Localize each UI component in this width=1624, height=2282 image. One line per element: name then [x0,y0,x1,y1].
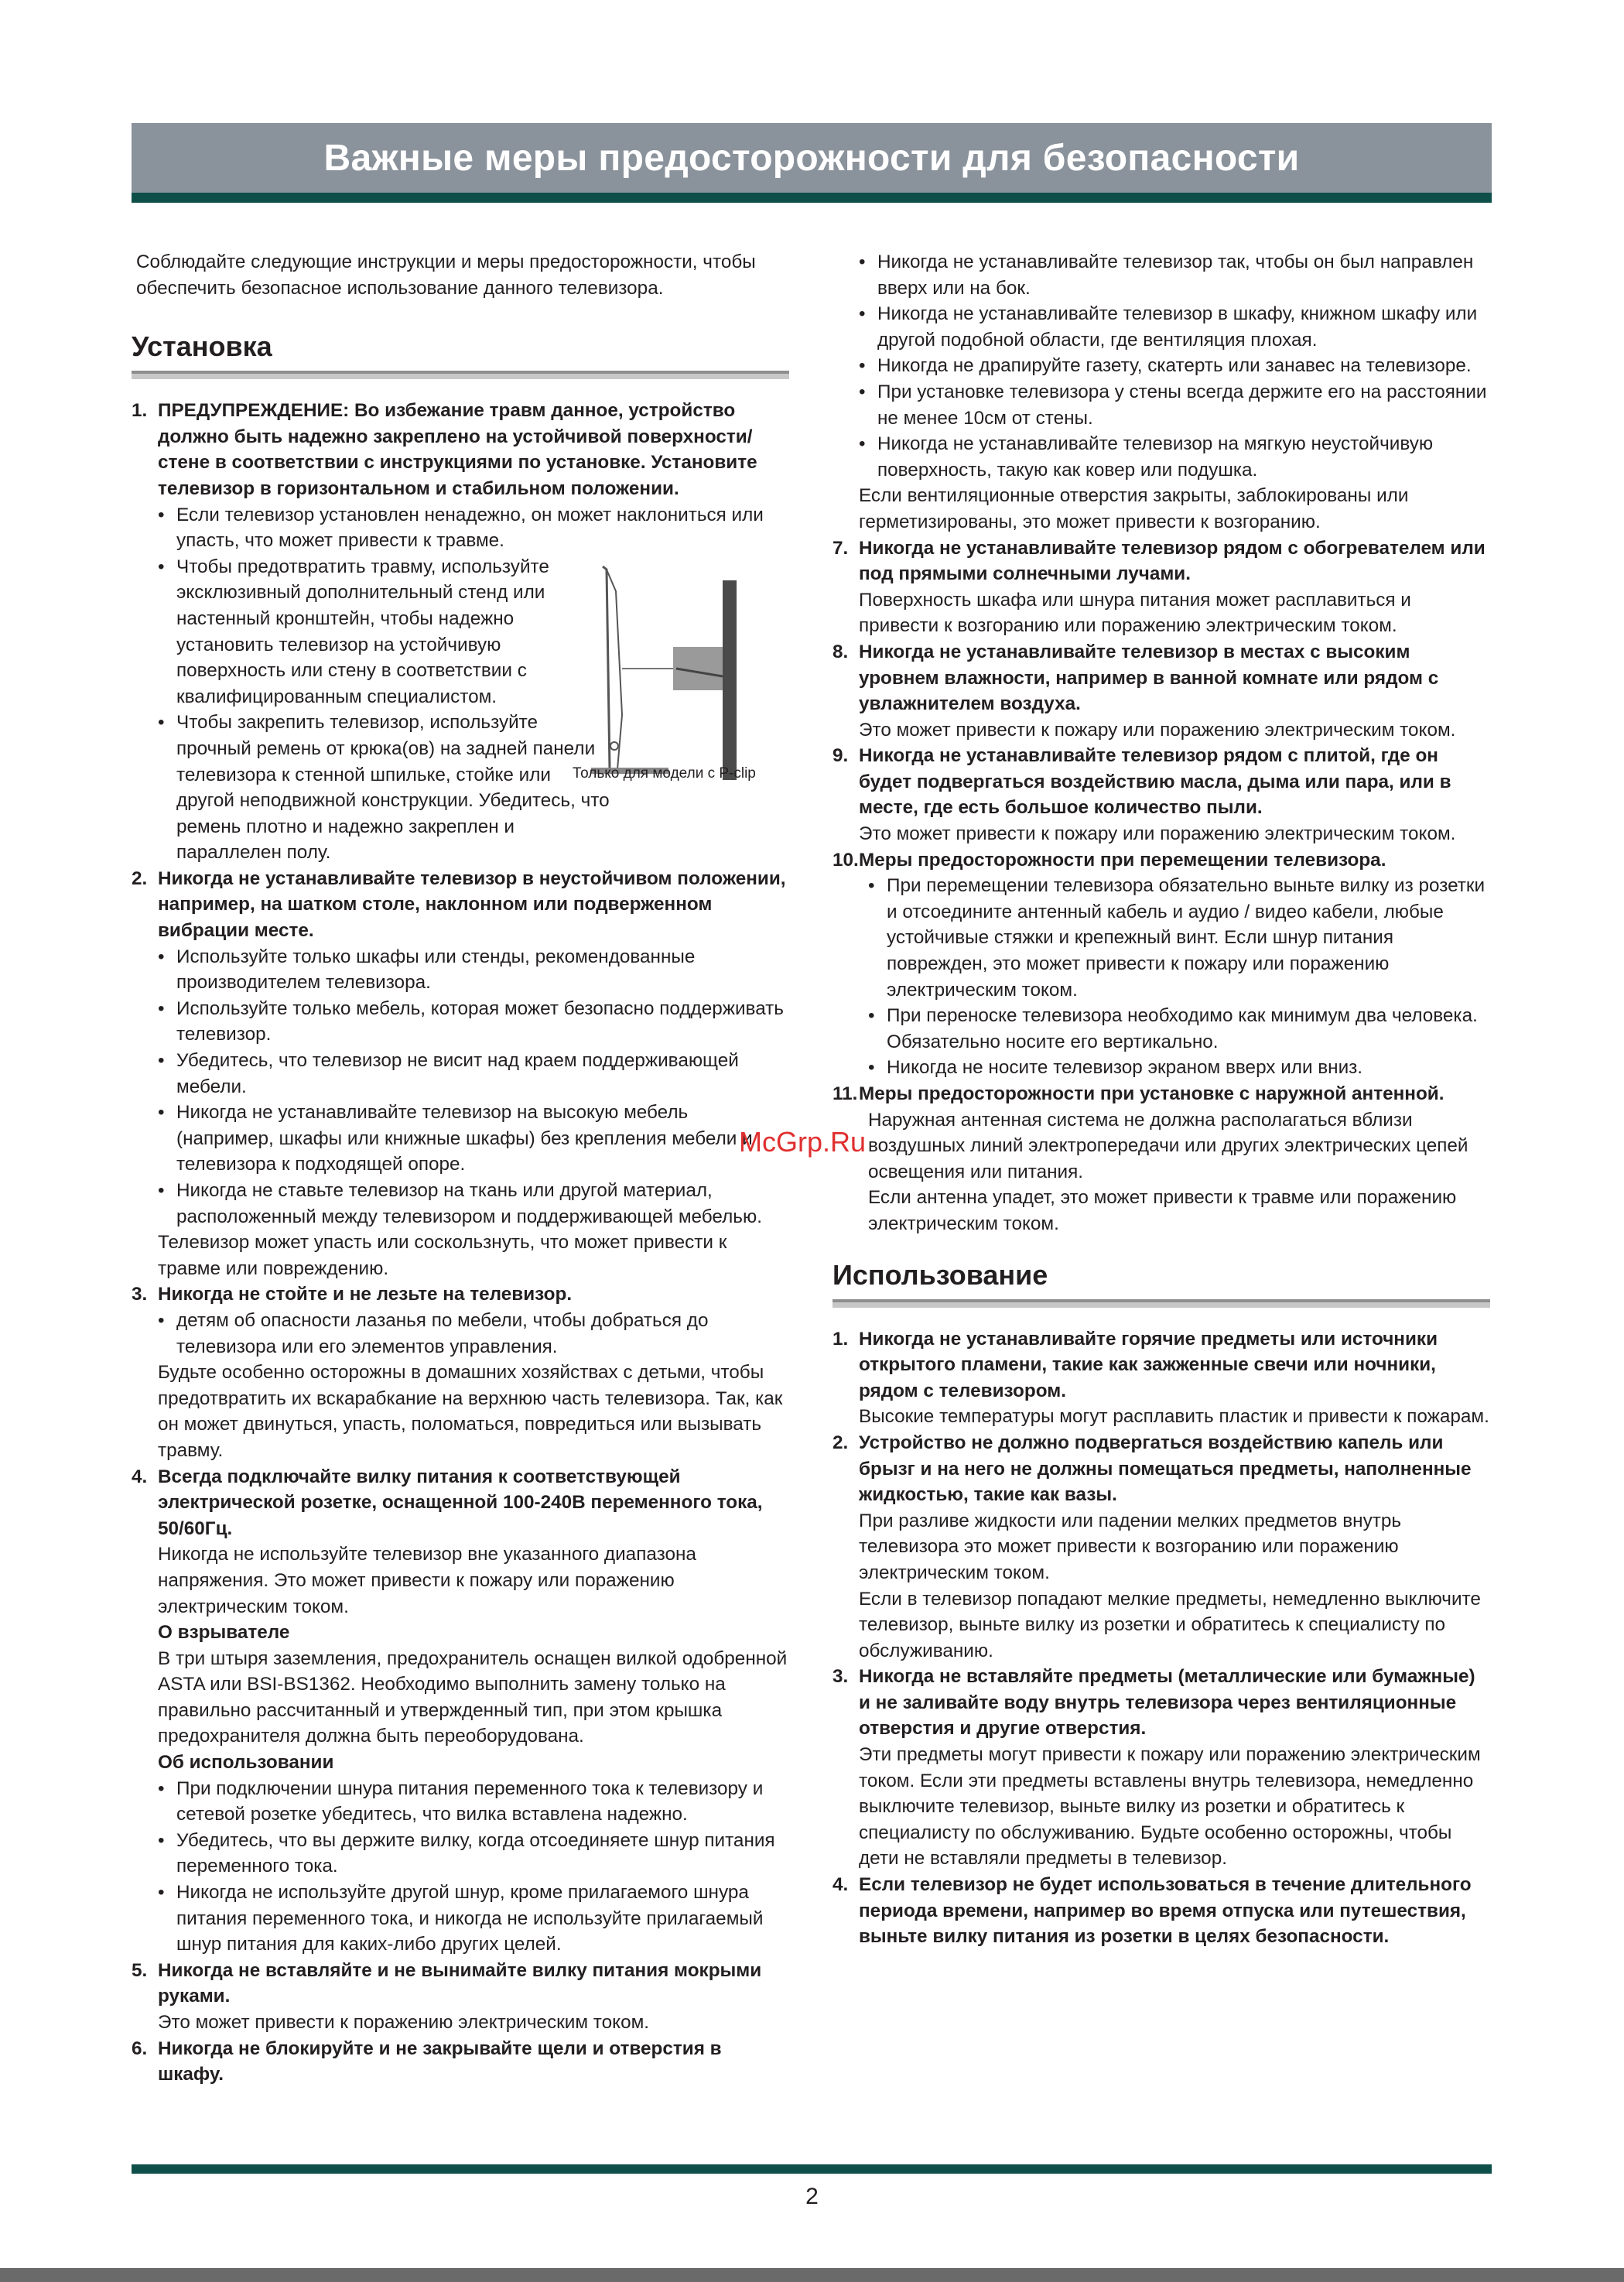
list-item: • Никогда не устанавливайте телевизор на мягкую неустойчивую поверхность, такую как ковер или подушка. [859,431,1490,483]
install-item-5 [132,1958,789,2036]
item-number: 1. [833,1328,849,1350]
item-number: 5. [132,1959,148,1981]
item-number: 7. [833,537,849,559]
intro-paragraph: Соблюдайте следующие инструкции и меры предосторожности, чтобы обеспечить безопасное использование данного телевизора. [136,251,756,299]
item-text: Телевизор может упасть или соскользнуть, что может привести к травме или повреждению. [158,1232,727,1279]
item-warning: ПРЕДУПРЕЖДЕНИЕ: Во избежание травм данное, устройство должно быть надежно закреплено на устойчивой поверхности/стене в соответствии с инструкциями по установке. Установите телевизор в горизонтальном и стабильном положении. [158,400,757,499]
list-item: • Никогда не драпируйте газету, скатерть или занавес на телевизоре. [859,353,1490,379]
subheading-usage: Об использовании [158,1752,334,1774]
list-item: • Убедитесь, что телевизор не висит над краем поддерживающей мебели. [158,1048,789,1100]
install-item-8 [833,639,1490,743]
usage-item-4 [833,1872,1490,1950]
item-text: В три штыря заземления, предохранитель оснащен вилкой одобренной ASTA или BSI-BS1362. Необходимо выполнить замену только на правильно рассчитанный и утвержденный тип, при этом крышка предохранителя должна быть переоборудована. [158,1647,788,1747]
list-item: • Никогда не устанавливайте телевизор так, чтобы он был направлен вверх или на бок. [859,249,1490,301]
tv-profile [603,566,610,769]
item-warning: Меры предосторожности при перемещении телевизора. [859,849,1386,871]
bullet-list [859,249,1490,483]
item-number: 4. [132,1466,148,1487]
section-divider [833,1299,1490,1308]
item-number: 1. [132,400,148,422]
install-item-10 [833,847,1490,1081]
list-item: • Используйте только шкафы или стенды, рекомендованные производителем телевизора. [158,944,789,996]
item-text: Это может привести к пожару или поражению электрическим током. [859,823,1456,845]
item-text: Поверхность шкафа или шнура питания может расплавиться и привести к возгоранию или поражению электрическим током. [859,589,1411,637]
item-number: 10. [833,849,859,871]
page-title: Важные меры предосторожности для безопасности [323,137,1300,179]
item-warning: Никогда не устанавливайте телевизор в неустойчивом положении, например, на шатком столе, наклонном или подверженном вибрации месте. [158,867,786,942]
item-number: 3. [132,1284,148,1305]
item-warning: Никогда не вставляйте и не вынимайте вилку питания мокрыми руками. [158,1959,762,2007]
list-item: • Если телевизор установлен ненадежно, он может наклониться или упасть, что может привести к травме. [158,502,789,554]
item-number: 2. [132,867,148,889]
list-item: • Никогда не ставьте телевизор на ткань или другой материал, расположенный между телевизором и поддерживающей мебелью. [158,1178,789,1230]
item-warning: Устройство не должно подвергаться воздействию капель или брызг и на него не должны помещаться предметы, наполненные жидкостью, такие как вазы. [859,1432,1472,1506]
item-text: Если антенна упадет, это может привести к травме или поражению электрическим током. [868,1187,1457,1234]
subheading-fuse: О взрывателе [158,1622,290,1644]
install-item-4 [132,1464,789,1958]
usage-item-2 [833,1430,1490,1664]
item-text: Если в телевизор попадают мелкие предметы, немедленно выключите телевизор, выньте вилку из розетки и обратитесь к специалисту по обслуживанию. [859,1588,1481,1661]
list-item: • детям об опасности лазанья по мебели, чтобы добраться до телевизора или его элементов управления. [158,1308,789,1360]
item-number: 4. [833,1874,849,1896]
item-number: 9. [833,745,849,767]
item-text: Это может привести к пожару или поражению электрическим током. [859,719,1456,741]
item-number: 8. [833,641,849,662]
item-text: Будьте особенно осторожны в домашних хозяйствах с детьми, чтобы предотвратить их вскарабкание на верхнюю часть телевизора. Так, как он может двинуться, упасть, поломаться, повредиться или вызывать травму. [158,1362,783,1461]
item-warning: Всегда подключайте вилку питания к соответствующей электрической розетке, оснащенной 100-240В переменного тока, 50/60Гц. [158,1466,763,1539]
list-item: • Чтобы закрепить телевизор, используйте прочный ремень от крюка(ов) на задней панели телевизора к стенной шпильке, стойке или другой неподвижной конструкции. Убедитесь, что ремень плотно и надежно закреплен и параллелен полу. [158,710,610,866]
item-number: 11. [833,1083,858,1104]
section-divider [132,371,789,379]
install-item-11 [833,1081,1490,1237]
bullet-list [158,1776,789,1958]
item-text: Если вентиляционные отверстия закрыты, заблокированы или герметизированы, это может привести к возгоранию. [859,485,1409,532]
install-item-2 [132,866,789,1282]
item-number: 2. [833,1432,849,1453]
list-item: • При подключении шнура питания переменного тока к телевизору и сетевой розетке убедитесь, что вилка вставлена надежно. [158,1776,789,1828]
list-item: • Никогда не используйте другой шнур, кроме прилагаемого шнура питания переменного тока, и никогда не используйте прилагаемый шнур питания для каких-либо других целей. [158,1880,789,1958]
section-title-usage: Использование [833,1258,1048,1291]
item-warning: Никогда не блокируйте и не закрывайте щели и отверстия в шкафу. [158,2037,722,2085]
bottom-strip [0,2268,1624,2282]
usage-item-3 [833,1664,1490,1872]
item-text: Эти предметы могут привести к пожару или поражению электрическим током. Если эти предметы вставлены внутрь телевизора, немедленно выключите телевизор, выньте вилку из розетки и обратитесь к специалисту по обслуживанию. Будьте особенно осторожны, чтобы дети не вставляли предметы в телевизор. [859,1744,1481,1870]
list-item: • При установке телевизора у стены всегда держите его на расстоянии не менее 10см от стены. [859,379,1490,431]
item-text: Никогда не используйте телевизор вне указанного диапазона напряжения. Это может привести к пожару или поражению электрическим током. [158,1544,696,1617]
item-warning: Если телевизор не будет использоваться в течение длительного периода времени, например во время отпуска или путешествия, выньте вилку питания из розетки в целях безопасности. [859,1874,1472,1948]
list-item: • Чтобы предотвратить травму, используйте эксклюзивный дополнительный стенд или настенный кронштейн, чтобы надежно установить телевизор на устойчивую поверхность или стену в соответствии с квалифицированным специалистом. [158,554,610,710]
install-item-6-continued [833,249,1490,535]
list-item: • Убедитесь, что вы держите вилку, когда отсоединяете шнур питания переменного тока. [158,1828,789,1880]
bullet-list [158,1308,789,1360]
item-text: Наружная антенная система не должна располагаться вблизи воздушных линий электропередачи или других электрических цепей освещения или питания. [868,1109,1468,1182]
figure-caption: Только для модели с P-clip [573,765,756,782]
item-warning: Никогда не устанавливайте телевизор рядом с обогревателем или под прямыми солнечными лучами. [859,537,1486,585]
item-number: 3. [833,1666,849,1688]
left-column [132,249,789,2088]
item-warning: Никогда не устанавливайте горячие предметы или источники открытого пламени, такие как зажженные свечи или ночники, рядом с телевизором. [859,1328,1438,1401]
bullet-list [859,873,1490,1081]
item-number: 6. [132,2037,148,2059]
title-bar [132,123,1492,203]
list-item: • Никогда не устанавливайте телевизор на высокую мебель (например, шкафы или книжные шкафы) без крепления мебели и телевизора к подходящей опоре. [158,1100,789,1178]
wall-stud [723,580,737,780]
watermark-text: McGrp.Ru [739,1126,867,1158]
bullet-list [158,944,789,1230]
install-item-7 [833,535,1490,639]
list-item: • При перемещении телевизора обязательно выньте вилку из розетки и отсоедините антенный кабель и аудио / видео кабели, любые устойчивые стяжки и крепежный винт. Если шнур питания поврежден, это может привести к пожару или поражению электрическим током. [868,873,1490,1003]
page-number: 2 [805,2184,819,2209]
item-warning: Никогда не стойте и не лезьте на телевизор. [158,1284,573,1305]
list-item: • При переноске телевизора необходимо как минимум два человека. Обязательно носите его вертикально. [868,1003,1490,1055]
footer-divider [132,2164,1492,2174]
right-column [833,249,1490,1950]
item-warning: Никогда не устанавливайте телевизор в местах с высоким уровнем влажности, например в ванной комнате или рядом с увлажнителем воздуха. [859,641,1439,715]
item-text: Высокие температуры могут расплавить пластик и привести к пожарам. [859,1406,1489,1428]
usage-item-1 [833,1326,1490,1430]
section-title-installation: Установка [132,330,272,363]
item-text: Это может привести к поражению электрическим током. [158,2012,650,2033]
install-item-3 [132,1281,789,1463]
list-item: • Никогда не устанавливайте телевизор в шкафу, книжном шкафу или другой подобной области, где вентиляция плохая. [859,301,1490,353]
item-warning: Никогда не устанавливайте телевизор рядом с плитой, где он будет подвергаться воздействию масла, дыма или пара, или в месте, где есть большое количество пыли. [859,745,1451,819]
item-warning: Никогда не вставляйте предметы (металлические или бумажные) и не заливайте воду внутрь телевизора через вентиляционные отверстия и другие отверстия. [859,1666,1475,1740]
install-item-9 [833,743,1490,847]
list-item: • Используйте только мебель, которая может безопасно поддерживать телевизор. [158,996,789,1048]
list-item: • Никогда не носите телевизор экраном вверх или вниз. [868,1055,1490,1081]
item-warning: Меры предосторожности при установке с наружной антенной. [859,1083,1445,1104]
install-item-6 [132,2036,789,2088]
item-text: При разливе жидкости или падении мелких предметов внутрь телевизора это может привести к возгоранию или поражению электрическим током. [859,1510,1402,1583]
tv-wall-strap-illustration [560,560,769,785]
